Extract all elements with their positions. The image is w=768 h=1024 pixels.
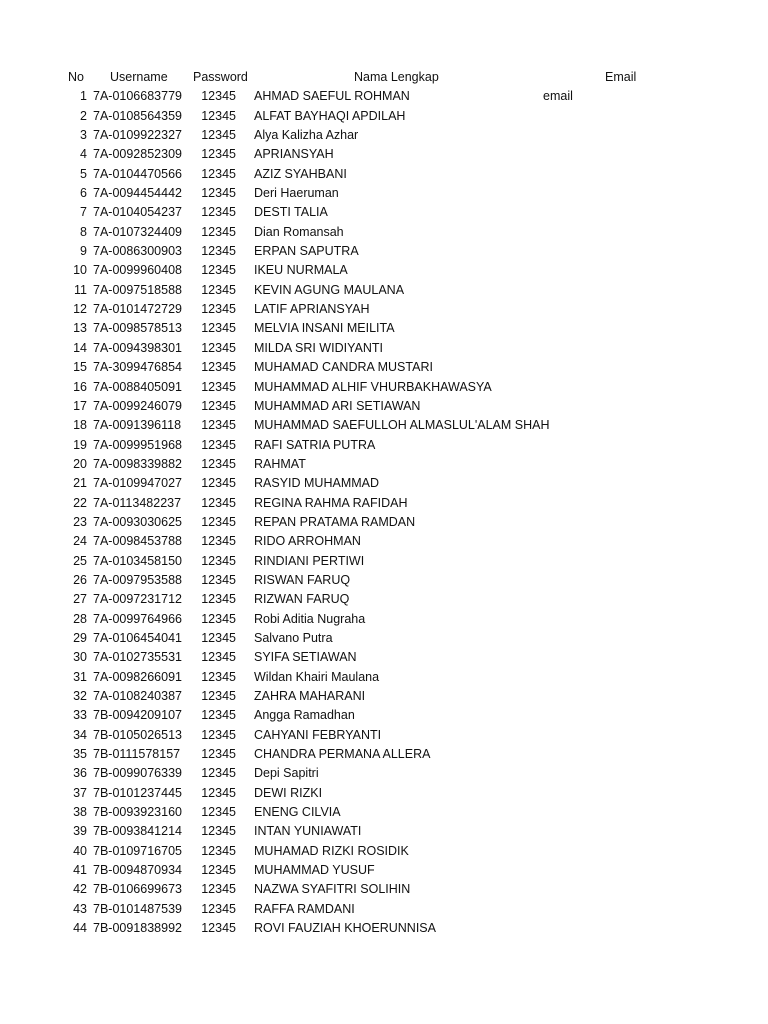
cell-no: 26 <box>73 572 87 587</box>
cell-username: 7A-0094398301 <box>93 340 182 355</box>
table-row <box>0 261 768 280</box>
cell-name: IKEU NURMALA <box>254 263 348 278</box>
cell-name: MUHAMMAD YUSUF <box>254 863 375 878</box>
table-row <box>0 745 768 764</box>
table-row <box>0 416 768 435</box>
cell-no: 18 <box>73 418 87 433</box>
cell-password: 12345 <box>201 224 236 239</box>
header-password: Password <box>193 70 248 84</box>
cell-name: SYIFA SETIAWAN <box>254 650 357 665</box>
cell-password: 12345 <box>201 186 236 201</box>
cell-no: 34 <box>73 727 87 742</box>
cell-username: 7B-0091838992 <box>93 921 182 936</box>
header-name: Nama Lengkap <box>354 70 439 84</box>
header-no: No <box>68 70 84 84</box>
cell-name: NAZWA SYAFITRI SOLIHIN <box>254 882 411 897</box>
table-row <box>0 590 768 609</box>
cell-name: REGINA RAHMA RAFIDAH <box>254 495 408 510</box>
cell-username: 7B-0101487539 <box>93 901 182 916</box>
cell-password: 12345 <box>201 882 236 897</box>
cell-no: 42 <box>73 882 87 897</box>
cell-password: 12345 <box>201 89 236 104</box>
cell-username: 7A-0108564359 <box>93 108 182 123</box>
cell-no: 25 <box>73 553 87 568</box>
table-body <box>0 87 768 938</box>
table-row <box>0 397 768 416</box>
cell-username: 7A-0097231712 <box>93 592 182 607</box>
cell-password: 12345 <box>201 534 236 549</box>
cell-username: 7A-0103458150 <box>93 553 182 568</box>
cell-no: 1 <box>80 89 87 104</box>
cell-name: ROVI FAUZIAH KHOERUNNISA <box>254 921 436 936</box>
header-row <box>0 68 768 87</box>
cell-no: 22 <box>73 495 87 510</box>
cell-username: 7A-0097953588 <box>93 572 182 587</box>
cell-no: 28 <box>73 611 87 626</box>
cell-name: ERPAN SAPUTRA <box>254 244 359 259</box>
cell-no: 7 <box>80 205 87 220</box>
cell-username: 7A-0086300903 <box>93 244 182 259</box>
cell-no: 43 <box>73 901 87 916</box>
table-row <box>0 494 768 513</box>
cell-password: 12345 <box>201 901 236 916</box>
cell-password: 12345 <box>201 572 236 587</box>
cell-name: MUHAMMAD ARI SETIAWAN <box>254 398 421 413</box>
cell-name: Alya Kalizha Azhar <box>254 128 359 143</box>
cell-name: Dian Romansah <box>254 224 344 239</box>
table-row <box>0 223 768 242</box>
table-row <box>0 145 768 164</box>
cell-name: MILDA SRI WIDIYANTI <box>254 340 383 355</box>
cell-username: 7A-0104054237 <box>93 205 182 220</box>
cell-name: MUHAMMAD SAEFULLOH ALMASLUL'ALAM SHAH <box>254 418 550 433</box>
cell-no: 5 <box>80 166 87 181</box>
table-row <box>0 610 768 629</box>
cell-no: 9 <box>80 244 87 259</box>
cell-name: RIZWAN FARUQ <box>254 592 350 607</box>
table-row <box>0 648 768 667</box>
cell-no: 24 <box>73 534 87 549</box>
cell-username: 7B-0094870934 <box>93 863 182 878</box>
cell-no: 33 <box>73 708 87 723</box>
cell-username: 7B-0093841214 <box>93 824 182 839</box>
cell-username: 7B-0099076339 <box>93 766 182 781</box>
table-row <box>0 803 768 822</box>
table-row <box>0 126 768 145</box>
table-row <box>0 900 768 919</box>
table-row <box>0 764 768 783</box>
table-row <box>0 281 768 300</box>
cell-password: 12345 <box>201 379 236 394</box>
cell-no: 41 <box>73 863 87 878</box>
table-row <box>0 687 768 706</box>
table-row <box>0 668 768 687</box>
cell-username: 7A-0099960408 <box>93 263 182 278</box>
cell-name: KEVIN AGUNG MAULANA <box>254 282 405 297</box>
cell-username: 7A-0113482237 <box>93 495 182 510</box>
cell-name: Angga Ramadhan <box>254 708 355 723</box>
table-row <box>0 842 768 861</box>
cell-name: RASYID MUHAMMAD <box>254 476 380 491</box>
cell-no: 23 <box>73 514 87 529</box>
cell-no: 44 <box>73 921 87 936</box>
cell-no: 38 <box>73 805 87 820</box>
table-row <box>0 184 768 203</box>
cell-name: CAHYANI FEBRYANTI <box>254 727 382 742</box>
cell-name: AZIZ SYAHBANI <box>254 166 347 181</box>
cell-password: 12345 <box>201 340 236 355</box>
cell-password: 12345 <box>201 921 236 936</box>
cell-username: 7A-0097518588 <box>93 282 182 297</box>
cell-password: 12345 <box>201 747 236 762</box>
cell-no: 6 <box>80 186 87 201</box>
cell-username: 7A-0109947027 <box>93 476 182 491</box>
cell-name: ALFAT BAYHAQI APDILAH <box>254 108 406 123</box>
cell-name: ENENG CILVIA <box>254 805 341 820</box>
table-row <box>0 107 768 126</box>
cell-password: 12345 <box>201 611 236 626</box>
cell-no: 20 <box>73 456 87 471</box>
cell-password: 12345 <box>201 166 236 181</box>
cell-username: 7A-0104470566 <box>93 166 182 181</box>
cell-username: 7A-0098578513 <box>93 321 182 336</box>
cell-password: 12345 <box>201 708 236 723</box>
cell-no: 35 <box>73 747 87 762</box>
cell-password: 12345 <box>201 727 236 742</box>
cell-password: 12345 <box>201 437 236 452</box>
cell-username: 7B-0109716705 <box>93 843 182 858</box>
table-row <box>0 861 768 880</box>
cell-name: MUHAMMAD ALHIF VHURBAKHAWASYA <box>254 379 492 394</box>
cell-username: 7A-0109922327 <box>93 128 182 143</box>
cell-no: 21 <box>73 476 87 491</box>
cell-username: 7B-0101237445 <box>93 785 182 800</box>
cell-no: 31 <box>73 669 87 684</box>
table-row <box>0 436 768 455</box>
cell-name: AHMAD SAEFUL ROHMAN <box>254 89 410 104</box>
cell-password: 12345 <box>201 108 236 123</box>
cell-no: 11 <box>74 282 87 297</box>
cell-password: 12345 <box>201 514 236 529</box>
header-email: Email <box>605 70 637 84</box>
table-row <box>0 919 768 938</box>
table-row <box>0 532 768 551</box>
cell-username: 7B-0105026513 <box>93 727 182 742</box>
header-username: Username <box>110 70 168 84</box>
cell-username: 7B-0111578157 <box>93 747 181 762</box>
cell-name: RINDIANI PERTIWI <box>254 553 365 568</box>
cell-no: 37 <box>73 785 87 800</box>
cell-password: 12345 <box>201 863 236 878</box>
cell-name: DEWI RIZKI <box>254 785 323 800</box>
table-row <box>0 165 768 184</box>
cell-username: 7A-0092852309 <box>93 147 182 162</box>
cell-no: 12 <box>73 302 87 317</box>
cell-username: 7B-0106699673 <box>93 882 182 897</box>
cell-username: 7A-0094454442 <box>93 186 182 201</box>
cell-password: 12345 <box>201 456 236 471</box>
table-row <box>0 87 768 106</box>
cell-password: 12345 <box>201 244 236 259</box>
cell-username: 7A-0093030625 <box>93 514 182 529</box>
cell-username: 7B-0093923160 <box>93 805 182 820</box>
cell-name: APRIANSYAH <box>254 147 334 162</box>
cell-password: 12345 <box>201 689 236 703</box>
cell-no: 39 <box>73 824 87 839</box>
cell-password: 12345 <box>201 476 236 491</box>
cell-no: 36 <box>73 766 87 781</box>
table-row <box>0 552 768 571</box>
cell-no: 30 <box>73 650 87 665</box>
cell-password: 12345 <box>201 418 236 433</box>
cell-username: 7A-0106683779 <box>93 89 182 104</box>
cell-no: 3 <box>80 128 87 143</box>
cell-password: 12345 <box>201 630 236 645</box>
cell-username: 7A-0102735531 <box>93 650 182 665</box>
cell-username: 7A-0099246079 <box>93 398 182 413</box>
cell-name: LATIF APRIANSYAH <box>254 302 370 317</box>
cell-name: Robi Aditia Nugraha <box>254 611 366 626</box>
cell-password: 12345 <box>201 805 236 820</box>
cell-username: 7A-0088405091 <box>93 379 182 394</box>
cell-no: 17 <box>73 398 87 413</box>
table-row <box>0 474 768 493</box>
cell-name: RAHMAT <box>254 456 306 471</box>
cell-name: ZAHRA MAHARANI <box>254 689 366 703</box>
cell-name: RAFFA RAMDANI <box>254 901 355 916</box>
cell-username: 7A-0106454041 <box>93 630 182 645</box>
cell-username: 7A-0099951968 <box>93 437 182 452</box>
table-row <box>0 629 768 648</box>
table-row <box>0 880 768 899</box>
cell-no: 8 <box>80 224 87 239</box>
cell-password: 12345 <box>201 592 236 607</box>
cell-name: Deri Haeruman <box>254 186 339 201</box>
cell-name: MELVIA INSANI MEILITA <box>254 321 395 336</box>
table-row <box>0 822 768 841</box>
cell-username: 7A-0098339882 <box>93 456 182 471</box>
cell-username: 7A-0108240387 <box>93 689 182 703</box>
cell-no: 29 <box>73 630 87 645</box>
cell-password: 12345 <box>201 128 236 143</box>
cell-name: RAFI SATRIA PUTRA <box>254 437 376 452</box>
cell-password: 12345 <box>201 147 236 162</box>
cell-name: MUHAMAD RIZKI ROSIDIK <box>254 843 409 858</box>
cell-password: 12345 <box>201 650 236 665</box>
cell-no: 2 <box>80 108 87 123</box>
cell-password: 12345 <box>201 205 236 220</box>
cell-no: 4 <box>80 147 87 162</box>
cell-password: 12345 <box>201 321 236 336</box>
cell-username: 7A-0101472729 <box>93 302 182 317</box>
table-row <box>0 455 768 474</box>
cell-no: 32 <box>73 689 87 703</box>
cell-username: 7A-0091396118 <box>93 418 182 433</box>
cell-email: email <box>543 89 573 104</box>
cell-password: 12345 <box>201 398 236 413</box>
cell-password: 12345 <box>201 824 236 839</box>
cell-name: CHANDRA PERMANA ALLERA <box>254 747 431 762</box>
table-row <box>0 726 768 745</box>
cell-password: 12345 <box>201 843 236 858</box>
cell-password: 12345 <box>201 302 236 317</box>
cell-name: Wildan Khairi Maulana <box>254 669 380 684</box>
cell-username: 7A-3099476854 <box>93 360 182 375</box>
table-row <box>0 513 768 532</box>
cell-name: INTAN YUNIAWATI <box>254 824 362 839</box>
table-row <box>0 706 768 725</box>
cell-username: 7A-0098453788 <box>93 534 182 549</box>
table-row <box>0 571 768 590</box>
cell-password: 12345 <box>201 669 236 684</box>
cell-no: 13 <box>73 321 87 336</box>
cell-name: MUHAMAD CANDRA MUSTARI <box>254 360 433 375</box>
cell-password: 12345 <box>201 263 236 278</box>
cell-name: RISWAN FARUQ <box>254 572 351 587</box>
table-row <box>0 784 768 803</box>
cell-no: 15 <box>73 360 87 375</box>
cell-no: 10 <box>73 263 87 278</box>
cell-username: 7A-0099764966 <box>93 611 182 626</box>
table-row <box>0 319 768 338</box>
table-row <box>0 203 768 222</box>
cell-name: REPAN PRATAMA RAMDAN <box>254 514 416 529</box>
cell-name: RIDO ARROHMAN <box>254 534 361 549</box>
table-row <box>0 339 768 358</box>
cell-name: DESTI TALIA <box>254 205 328 220</box>
table-row <box>0 242 768 261</box>
cell-name: Depi Sapitri <box>254 766 319 781</box>
cell-no: 27 <box>73 592 87 607</box>
cell-no: 14 <box>73 340 87 355</box>
cell-name: Salvano Putra <box>254 630 333 645</box>
cell-password: 12345 <box>201 553 236 568</box>
table-row <box>0 358 768 377</box>
cell-username: 7B-0094209107 <box>93 708 182 723</box>
cell-no: 19 <box>73 437 87 452</box>
cell-no: 16 <box>73 379 87 394</box>
cell-password: 12345 <box>201 360 236 375</box>
table-row <box>0 378 768 397</box>
cell-username: 7A-0098266091 <box>93 669 182 684</box>
cell-no: 40 <box>73 843 87 858</box>
cell-password: 12345 <box>201 785 236 800</box>
cell-username: 7A-0107324409 <box>93 224 182 239</box>
table-row <box>0 300 768 319</box>
cell-password: 12345 <box>201 766 236 781</box>
cell-password: 12345 <box>201 495 236 510</box>
cell-password: 12345 <box>201 282 236 297</box>
user-account-sheet <box>0 68 768 938</box>
